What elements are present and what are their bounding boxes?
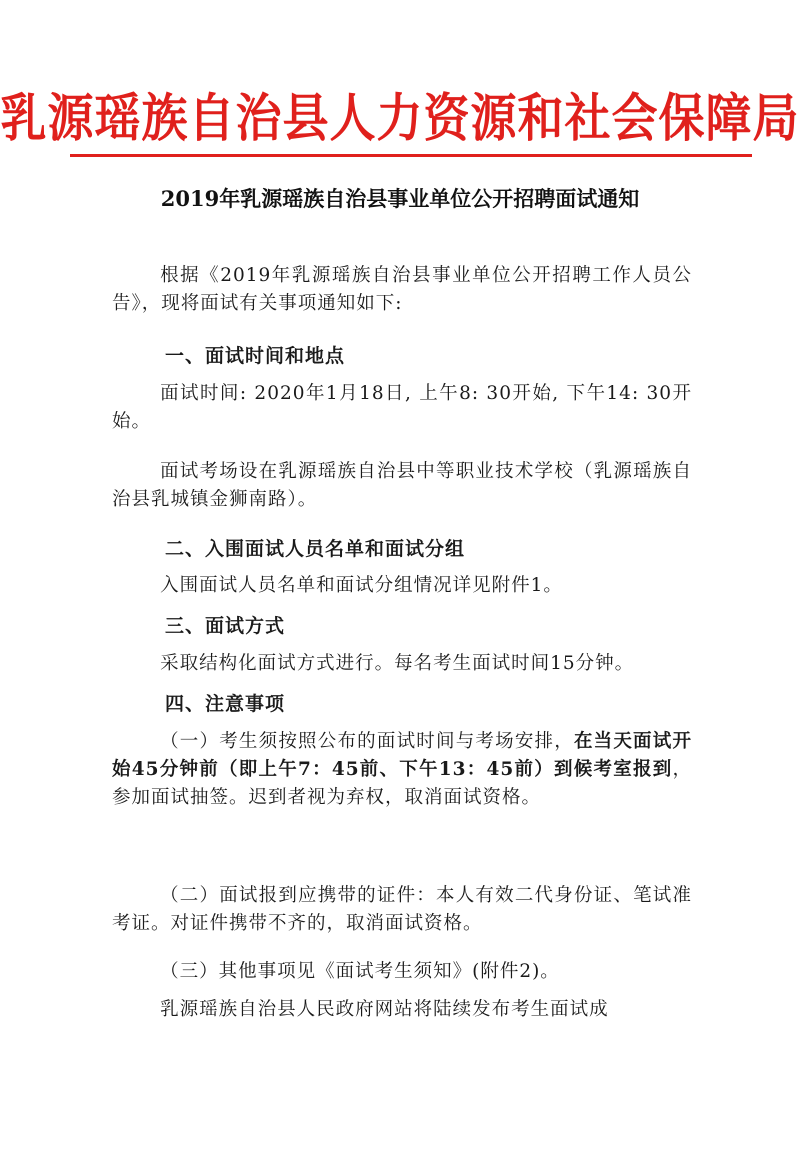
section-1-time: 面试时间: 2020年1月18日, 上午8: 30开始, 下午14: 30开始。 — [112, 383, 692, 432]
section-1-heading: 一、面试时间和地点 — [165, 345, 346, 367]
section-4-item-3: （三）其他事项见《面试考生须知》(附件2)。 — [160, 961, 560, 982]
closing-paragraph: 乳源瑶族自治县人民政府网站将陆续发布考生面试成 — [160, 999, 609, 1020]
section-2-heading: 二、入围面试人员名单和面试分组 — [165, 538, 466, 560]
section-1-location: 面试考场设在乳源瑶族自治县中等职业技术学校（乳源瑶族自治县乳城镇金狮南路）。 — [112, 461, 692, 510]
section-4-item-2: （二）面试报到应携带的证件：本人有效二代身份证、笔试准考证。对证件携带不齐的，取消面试资格。 — [112, 885, 692, 934]
item-1-text-b: ，参加面试抽签。迟到者视为弃权，取消面试资格。 — [112, 759, 692, 808]
masthead-divider — [70, 154, 752, 157]
section-4-item-1 — [112, 728, 692, 812]
section-2-body: 入围面试人员名单和面试分组情况详见附件1。 — [160, 575, 563, 596]
document-title: 2019年乳源瑶族自治县事业单位公开招聘面试通知 — [160, 186, 640, 211]
masthead-title: 乳源瑶族自治县人力资源和社会保障局 — [0, 87, 800, 149]
item-1-emphasis: 在当天面试开始45分钟前（即上午7：45前、下午13：45前）到候考室报到 — [112, 731, 692, 780]
section-4-heading: 四、注意事项 — [165, 693, 286, 715]
item-1-text-a: （一）考生须按照公布的面试时间与考场安排， — [160, 731, 574, 752]
section-3-heading: 三、面试方式 — [165, 615, 286, 637]
section-3-body: 采取结构化面试方式进行。每名考生面试时间15分钟。 — [160, 653, 635, 674]
intro-paragraph: 根据《2019年乳源瑶族自治县事业单位公开招聘工作人员公告》，现将面试有关事项通知如下: — [112, 265, 692, 314]
